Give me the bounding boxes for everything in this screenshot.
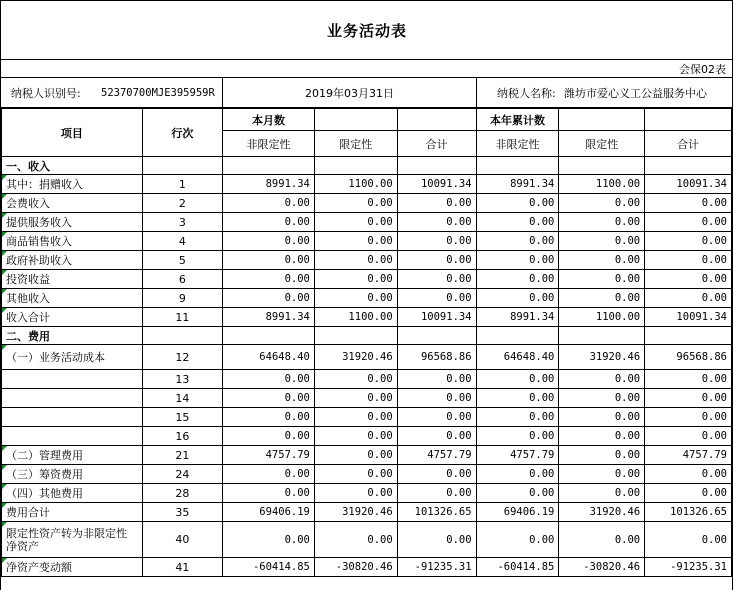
- row-value: 0.00: [314, 389, 397, 408]
- row-value: [397, 157, 476, 175]
- table-row: [2, 213, 732, 232]
- row-value: 0.00: [314, 232, 397, 251]
- row-value: 64648.40: [223, 345, 315, 370]
- table-row: [2, 465, 732, 484]
- row-value: 0.00: [476, 370, 559, 389]
- row-item: 费用合计: [2, 503, 143, 522]
- row-line-no: 28: [142, 484, 222, 503]
- row-item: （二）管理费用: [2, 446, 143, 465]
- row-value: 0.00: [476, 232, 559, 251]
- row-line-no: 1: [142, 175, 222, 194]
- row-line-no: 5: [142, 251, 222, 270]
- row-value: 4757.79: [476, 446, 559, 465]
- row-value: 0.00: [476, 389, 559, 408]
- row-value: 1100.00: [559, 175, 645, 194]
- row-value: 31920.46: [559, 503, 645, 522]
- row-value: 0.00: [223, 408, 315, 427]
- row-value: -30820.46: [314, 558, 397, 577]
- row-value: 0.00: [476, 270, 559, 289]
- row-value: 0.00: [397, 427, 476, 446]
- row-value: 0.00: [559, 370, 645, 389]
- row-value: 0.00: [559, 213, 645, 232]
- row-value: -60414.85: [476, 558, 559, 577]
- row-value: 0.00: [645, 194, 732, 213]
- row-value: 0.00: [223, 232, 315, 251]
- taxpayer-name-label: 纳税人名称:: [497, 86, 556, 100]
- col-ytd-restricted: 限定性: [559, 131, 645, 157]
- row-value: 101326.65: [645, 503, 732, 522]
- row-item: 限定性资产转为非限定性净资产: [2, 522, 143, 558]
- row-value: 0.00: [314, 484, 397, 503]
- row-value: 0.00: [223, 270, 315, 289]
- row-value: 0.00: [645, 289, 732, 308]
- row-value: 0.00: [314, 408, 397, 427]
- row-item: （一）业务活动成本: [2, 345, 143, 370]
- row-line-no: 16: [142, 427, 222, 446]
- row-value: 0.00: [645, 232, 732, 251]
- row-value: 0.00: [223, 484, 315, 503]
- row-line-no: 15: [142, 408, 222, 427]
- table-row: [2, 408, 732, 427]
- row-value: 0.00: [314, 213, 397, 232]
- row-value: 0.00: [645, 465, 732, 484]
- row-value: [645, 327, 732, 345]
- row-value: 0.00: [476, 213, 559, 232]
- row-value: 0.00: [223, 427, 315, 446]
- table-row: [2, 503, 732, 522]
- row-value: 4757.79: [645, 446, 732, 465]
- row-value: 0.00: [476, 251, 559, 270]
- row-value: 0.00: [476, 522, 559, 558]
- row-item: 其中：捐赠收入: [2, 175, 143, 194]
- row-line-no: 14: [142, 389, 222, 408]
- row-value: 0.00: [314, 446, 397, 465]
- row-value: 0.00: [397, 389, 476, 408]
- row-value: 31920.46: [559, 345, 645, 370]
- row-value: 0.00: [559, 522, 645, 558]
- row-value: 31920.46: [314, 503, 397, 522]
- row-value: 0.00: [559, 270, 645, 289]
- row-value: 0.00: [397, 408, 476, 427]
- taxpayer-id: 52370700MJE395959R: [101, 86, 215, 99]
- row-value: 10091.34: [397, 308, 476, 327]
- row-value: 1100.00: [314, 175, 397, 194]
- row-value: [223, 327, 315, 345]
- row-item: 收入合计: [2, 308, 143, 327]
- row-value: 0.00: [223, 289, 315, 308]
- row-value: 69406.19: [476, 503, 559, 522]
- row-value: 0.00: [314, 522, 397, 558]
- row-value: 0.00: [645, 251, 732, 270]
- row-line-no: 9: [142, 289, 222, 308]
- row-value: 0.00: [476, 289, 559, 308]
- col-ytd-header: 本年累计数: [476, 109, 559, 131]
- row-value: 0.00: [645, 408, 732, 427]
- row-value: 0.00: [314, 194, 397, 213]
- row-value: 0.00: [397, 270, 476, 289]
- row-value: [476, 157, 559, 175]
- row-value: 96568.86: [397, 345, 476, 370]
- row-line-no: 2: [142, 194, 222, 213]
- row-value: 0.00: [314, 289, 397, 308]
- row-value: 0.00: [223, 213, 315, 232]
- row-value: -60414.85: [223, 558, 315, 577]
- col-item-header: 项目: [2, 109, 143, 157]
- row-value: 0.00: [476, 484, 559, 503]
- row-value: 10091.34: [645, 175, 732, 194]
- row-item: 净资产变动额: [2, 558, 143, 577]
- table-row: [2, 389, 732, 408]
- col-month-total: 合计: [397, 131, 476, 157]
- row-value: 0.00: [559, 427, 645, 446]
- row-value: 0.00: [559, 194, 645, 213]
- row-value: 8991.34: [223, 308, 315, 327]
- row-value: 0.00: [314, 251, 397, 270]
- col-ytd-total: 合计: [645, 131, 732, 157]
- col-month-unrestricted: 非限定性: [223, 131, 315, 157]
- row-value: 0.00: [559, 408, 645, 427]
- row-value: [314, 157, 397, 175]
- row-value: 0.00: [559, 289, 645, 308]
- row-value: [314, 327, 397, 345]
- table-row: [2, 194, 732, 213]
- col-ytd-unrestricted: 非限定性: [476, 131, 559, 157]
- row-line-no: 4: [142, 232, 222, 251]
- table-row: [2, 446, 732, 465]
- row-line-no: 13: [142, 370, 222, 389]
- row-value: 0.00: [645, 270, 732, 289]
- row-value: 1100.00: [314, 308, 397, 327]
- row-value: 0.00: [645, 370, 732, 389]
- row-value: 0.00: [645, 484, 732, 503]
- row-value: 0.00: [223, 251, 315, 270]
- row-item: 一、收入: [2, 157, 143, 175]
- row-line-no: 6: [142, 270, 222, 289]
- row-value: 0.00: [223, 522, 315, 558]
- row-value: 0.00: [223, 465, 315, 484]
- table-row: [2, 427, 732, 446]
- row-item: [2, 427, 143, 446]
- row-value: -91235.31: [397, 558, 476, 577]
- row-value: 0.00: [397, 522, 476, 558]
- table-row: [2, 370, 732, 389]
- row-item: 其他收入: [2, 289, 143, 308]
- row-item: 商品销售收入: [2, 232, 143, 251]
- table-row: [2, 251, 732, 270]
- row-value: 0.00: [559, 251, 645, 270]
- row-value: 0.00: [397, 232, 476, 251]
- row-line-no: 41: [142, 558, 222, 577]
- table-row: [2, 558, 732, 577]
- row-value: [397, 327, 476, 345]
- table-row: [2, 484, 732, 503]
- row-line-no: 3: [142, 213, 222, 232]
- col-this-month-header: 本月数: [223, 109, 315, 131]
- row-value: 0.00: [476, 427, 559, 446]
- row-item: 会费收入: [2, 194, 143, 213]
- row-value: 0.00: [645, 389, 732, 408]
- row-value: 0.00: [559, 484, 645, 503]
- form-number: 会保02表: [679, 63, 726, 76]
- row-value: 8991.34: [476, 308, 559, 327]
- row-value: 0.00: [559, 465, 645, 484]
- row-value: 4757.79: [223, 446, 315, 465]
- table-row: [2, 308, 732, 327]
- row-value: 96568.86: [645, 345, 732, 370]
- row-item: [2, 370, 143, 389]
- activity-table: [1, 108, 732, 577]
- row-item: [2, 389, 143, 408]
- row-value: [223, 157, 315, 175]
- row-line-no: 21: [142, 446, 222, 465]
- report-date: 2019年03月31日: [305, 86, 394, 100]
- row-line-no: [142, 327, 222, 345]
- taxpayer-id-label: 纳税人识别号:: [11, 86, 81, 100]
- row-value: 0.00: [314, 270, 397, 289]
- table-row: [2, 157, 732, 175]
- row-item: 二、费用: [2, 327, 143, 345]
- row-value: 0.00: [314, 427, 397, 446]
- table-row: [2, 270, 732, 289]
- row-item: （三）筹资费用: [2, 465, 143, 484]
- row-line-no: 24: [142, 465, 222, 484]
- row-line-no: 40: [142, 522, 222, 558]
- report-header-line: [1, 77, 733, 108]
- row-value: 0.00: [645, 213, 732, 232]
- row-value: 0.00: [397, 289, 476, 308]
- row-value: 10091.34: [397, 175, 476, 194]
- table-row: [2, 289, 732, 308]
- col-line-header: 行次: [142, 109, 222, 157]
- row-value: [559, 157, 645, 175]
- row-value: 0.00: [397, 251, 476, 270]
- row-value: 64648.40: [476, 345, 559, 370]
- row-value: 0.00: [476, 408, 559, 427]
- row-value: [559, 327, 645, 345]
- row-value: [476, 327, 559, 345]
- row-item: （四）其他费用: [2, 484, 143, 503]
- row-item: [2, 408, 143, 427]
- row-item: 政府补助收入: [2, 251, 143, 270]
- row-value: 0.00: [559, 232, 645, 251]
- table-row: [2, 175, 732, 194]
- row-value: 0.00: [559, 389, 645, 408]
- row-value: 0.00: [397, 370, 476, 389]
- row-line-no: [142, 157, 222, 175]
- row-value: 69406.19: [223, 503, 315, 522]
- row-value: [645, 157, 732, 175]
- row-value: 0.00: [314, 370, 397, 389]
- taxpayer-name: 潍坊市爱心义工公益服务中心: [564, 86, 707, 100]
- row-value: 0.00: [397, 194, 476, 213]
- row-value: 10091.34: [645, 308, 732, 327]
- row-value: 0.00: [223, 194, 315, 213]
- row-line-no: 12: [142, 345, 222, 370]
- row-value: -91235.31: [645, 558, 732, 577]
- table-row: [2, 522, 732, 558]
- row-value: -30820.46: [559, 558, 645, 577]
- row-value: 0.00: [397, 465, 476, 484]
- table-row: [2, 345, 732, 370]
- table-row: [2, 327, 732, 345]
- row-value: 0.00: [645, 427, 732, 446]
- row-value: 0.00: [476, 194, 559, 213]
- row-value: 4757.79: [397, 446, 476, 465]
- row-value: 0.00: [645, 522, 732, 558]
- row-line-no: 35: [142, 503, 222, 522]
- row-value: 8991.34: [476, 175, 559, 194]
- row-value: 101326.65: [397, 503, 476, 522]
- row-value: 8991.34: [223, 175, 315, 194]
- row-value: 0.00: [559, 446, 645, 465]
- row-value: 0.00: [476, 465, 559, 484]
- row-value: 0.00: [397, 213, 476, 232]
- row-value: 31920.46: [314, 345, 397, 370]
- row-value: 0.00: [397, 484, 476, 503]
- row-item: 投资收益: [2, 270, 143, 289]
- row-line-no: 11: [142, 308, 222, 327]
- row-value: 1100.00: [559, 308, 645, 327]
- col-month-restricted: 限定性: [314, 131, 397, 157]
- row-value: 0.00: [223, 389, 315, 408]
- report-title: 业务活动表: [1, 1, 733, 60]
- table-row: [2, 232, 732, 251]
- row-value: 0.00: [223, 370, 315, 389]
- row-value: 0.00: [314, 465, 397, 484]
- row-item: 提供服务收入: [2, 213, 143, 232]
